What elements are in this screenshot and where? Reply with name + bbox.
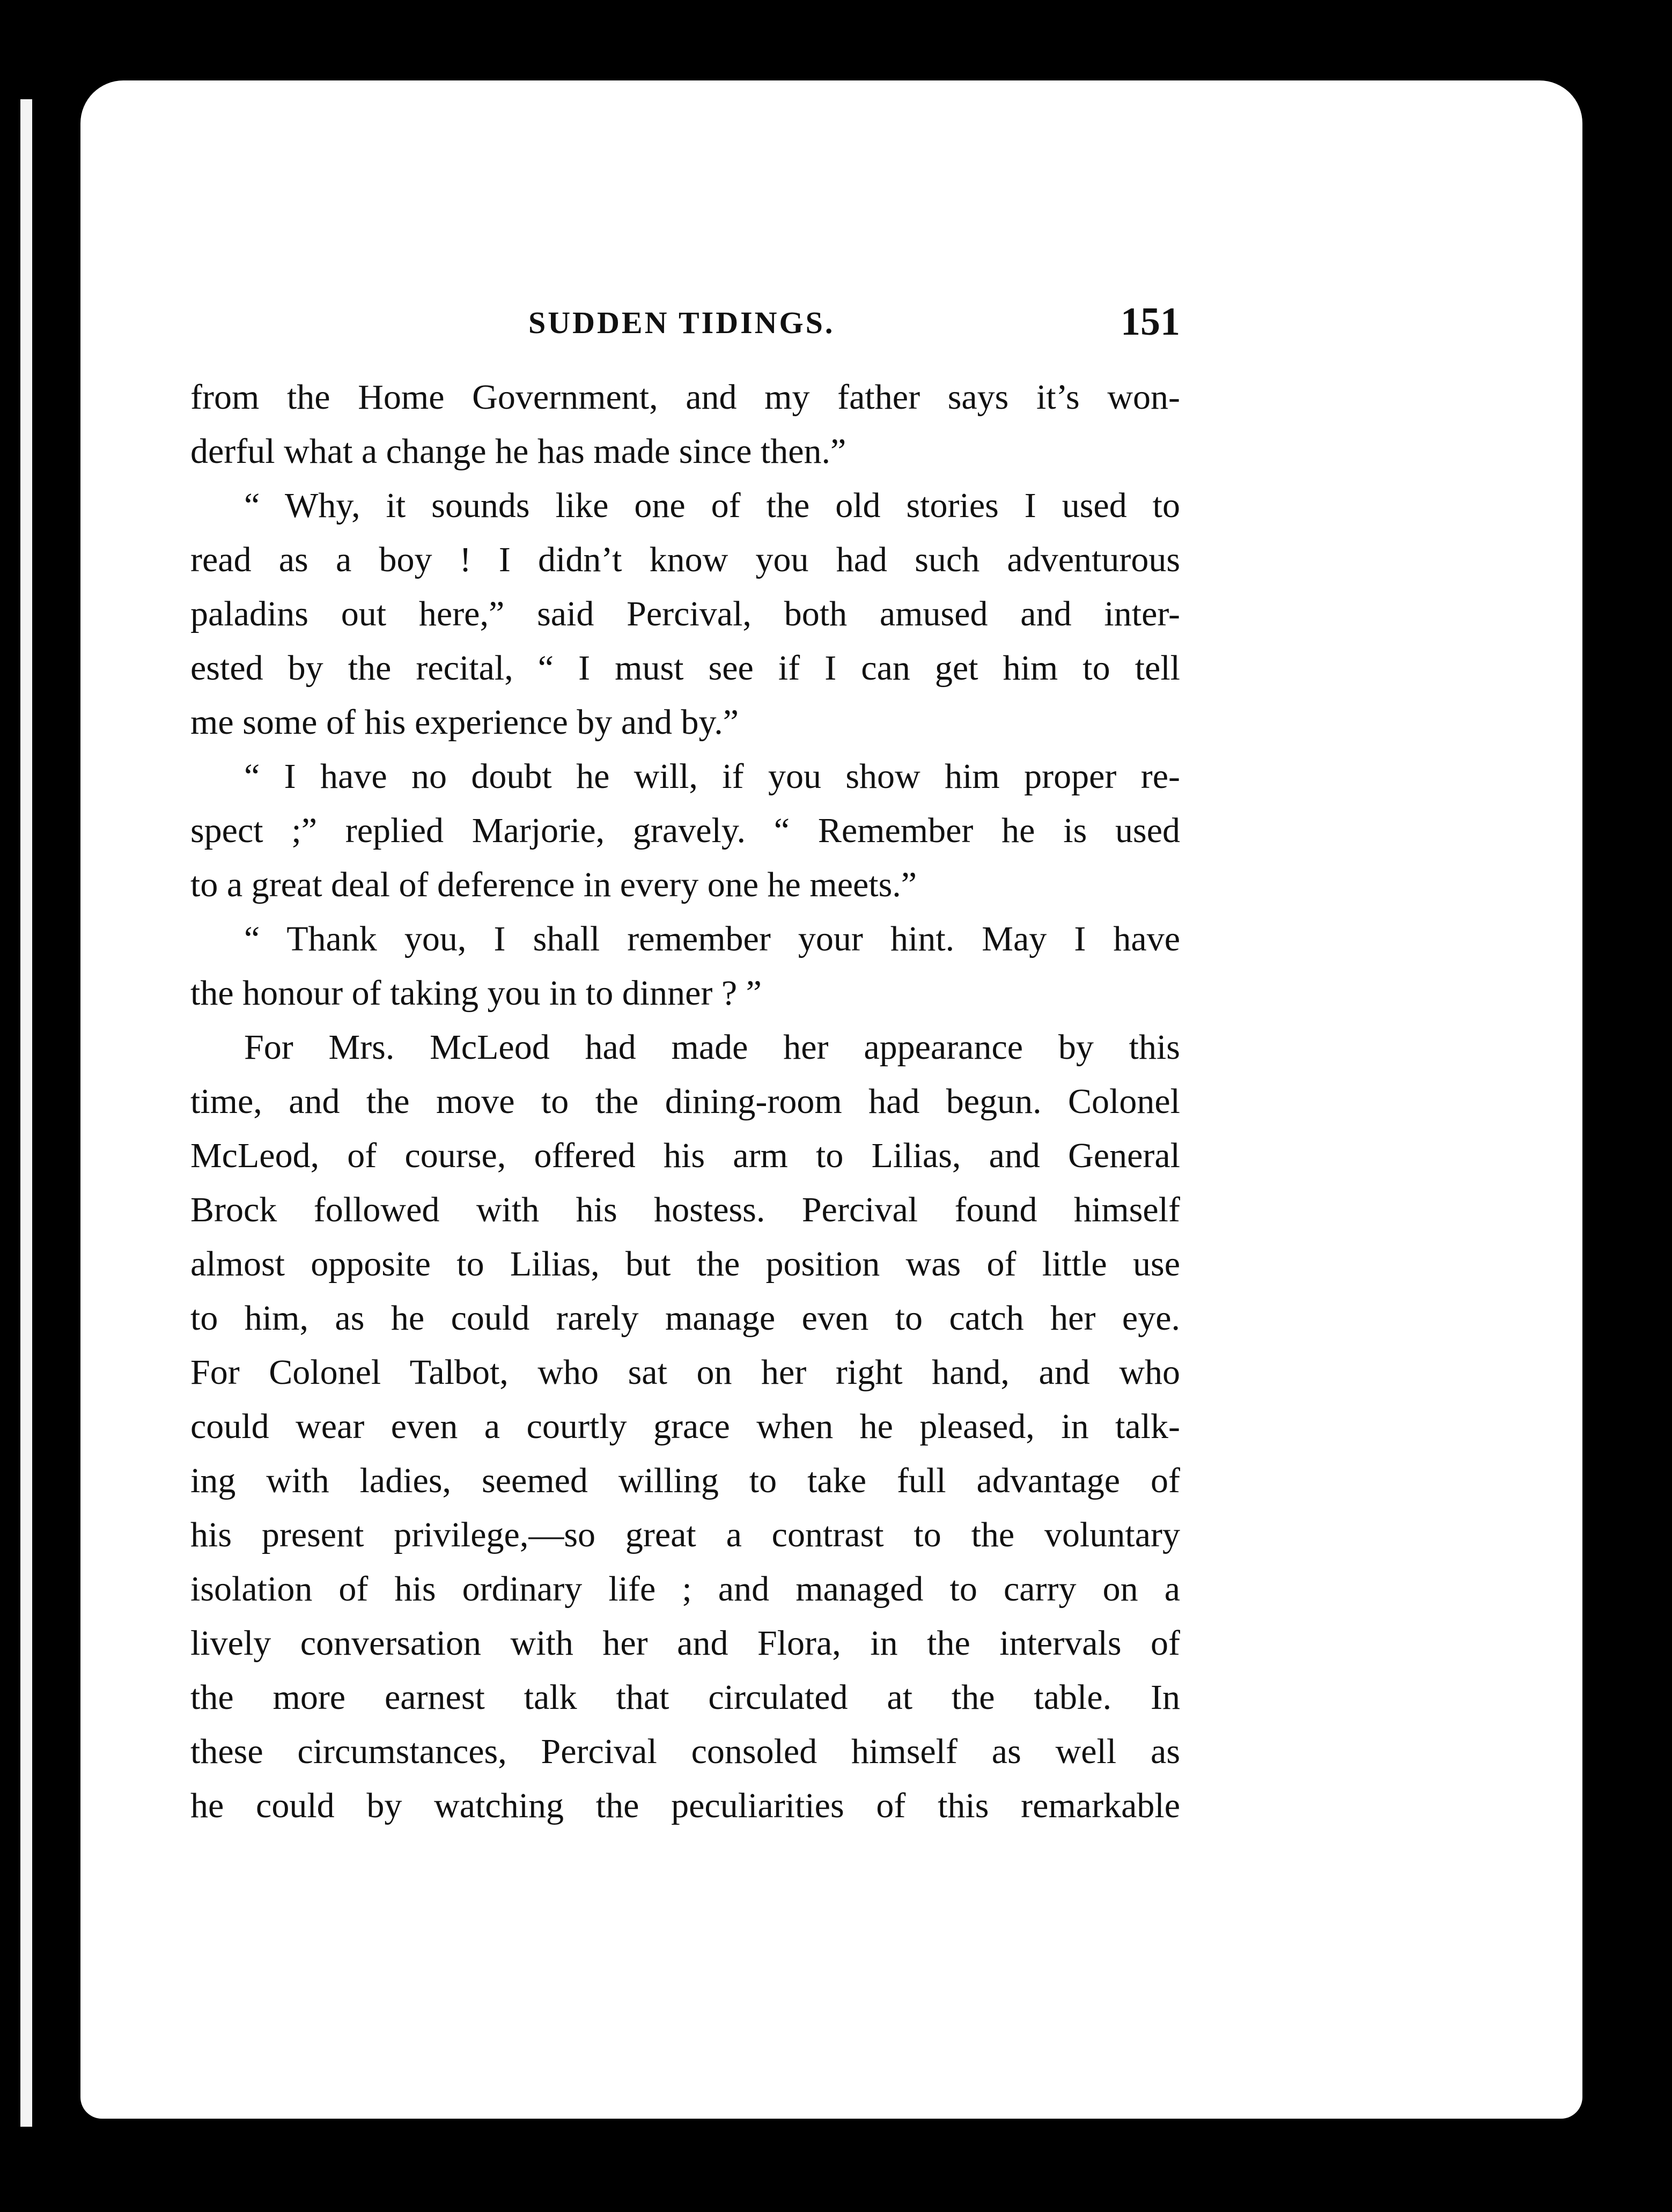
text-line: read as a boy ! I didn’t know you had such adventurous [190,540,1180,579]
text-line: spect ;” replied Marjorie, gravely. “ Remember he is used [190,811,1180,850]
text-line: almost opposite to Lilias, but the position was of little use [190,1244,1180,1284]
running-title: SUDDEN TIDINGS. [528,305,835,340]
text-line: For Mrs. McLeod had made her appearance by this [244,1028,1180,1067]
page-edge [20,99,32,2127]
text-line: “ Thank you, I shall remember your hint. May I have [244,919,1180,958]
text-line: isolation of his ordinary life ; and managed to carry on a [190,1569,1180,1609]
text-line: paladins out here,” said Percival, both amused and inter- [190,594,1180,633]
text-line: to him, as he could rarely manage even to catch her eye. [190,1299,1180,1338]
text-line: his present privilege,—so great a contrast to the voluntary [190,1515,1180,1554]
text-line: derful what a change he has made since then.” [190,432,846,471]
text-line: to a great deal of deference in every one he meets.” [190,865,917,904]
body-text [190,370,1180,1833]
text-line: time, and the move to the dining-room had begun. Colonel [190,1082,1180,1121]
text-line: Brock followed with his hostess. Percival found himself [190,1190,1180,1229]
text-line: these circumstances, Percival consoled himself as well as [190,1732,1180,1771]
text-line: the more earnest talk that circulated at the table. In [190,1678,1180,1717]
text-line: lively conversation with her and Flora, in the intervals of [190,1624,1180,1663]
page-number: 151 [1121,300,1180,344]
text-line: For Colonel Talbot, who sat on her right hand, and who [190,1353,1180,1392]
text-line: from the Home Government, and my father says it’s won- [190,378,1180,417]
text-line: “ Why, it sounds like one of the old stories I used to [244,486,1180,525]
text-line: could wear even a courtly grace when he pleased, in talk- [190,1407,1180,1446]
text-line: “ I have no doubt he will, if you show him proper re- [244,757,1180,796]
page-header [190,295,1180,354]
text-line: he could by watching the peculiarities of this remarkable [190,1786,1180,1825]
text-line: ested by the recital, “ I must see if I can get him to tell [190,648,1180,688]
text-line: ing with ladies, seemed willing to take full advantage of [190,1461,1180,1500]
text-line: the honour of taking you in to dinner ? ” [190,974,762,1013]
text-line: McLeod, of course, offered his arm to Lilias, and General [190,1136,1180,1175]
text-line: me some of his experience by and by.” [190,703,739,742]
